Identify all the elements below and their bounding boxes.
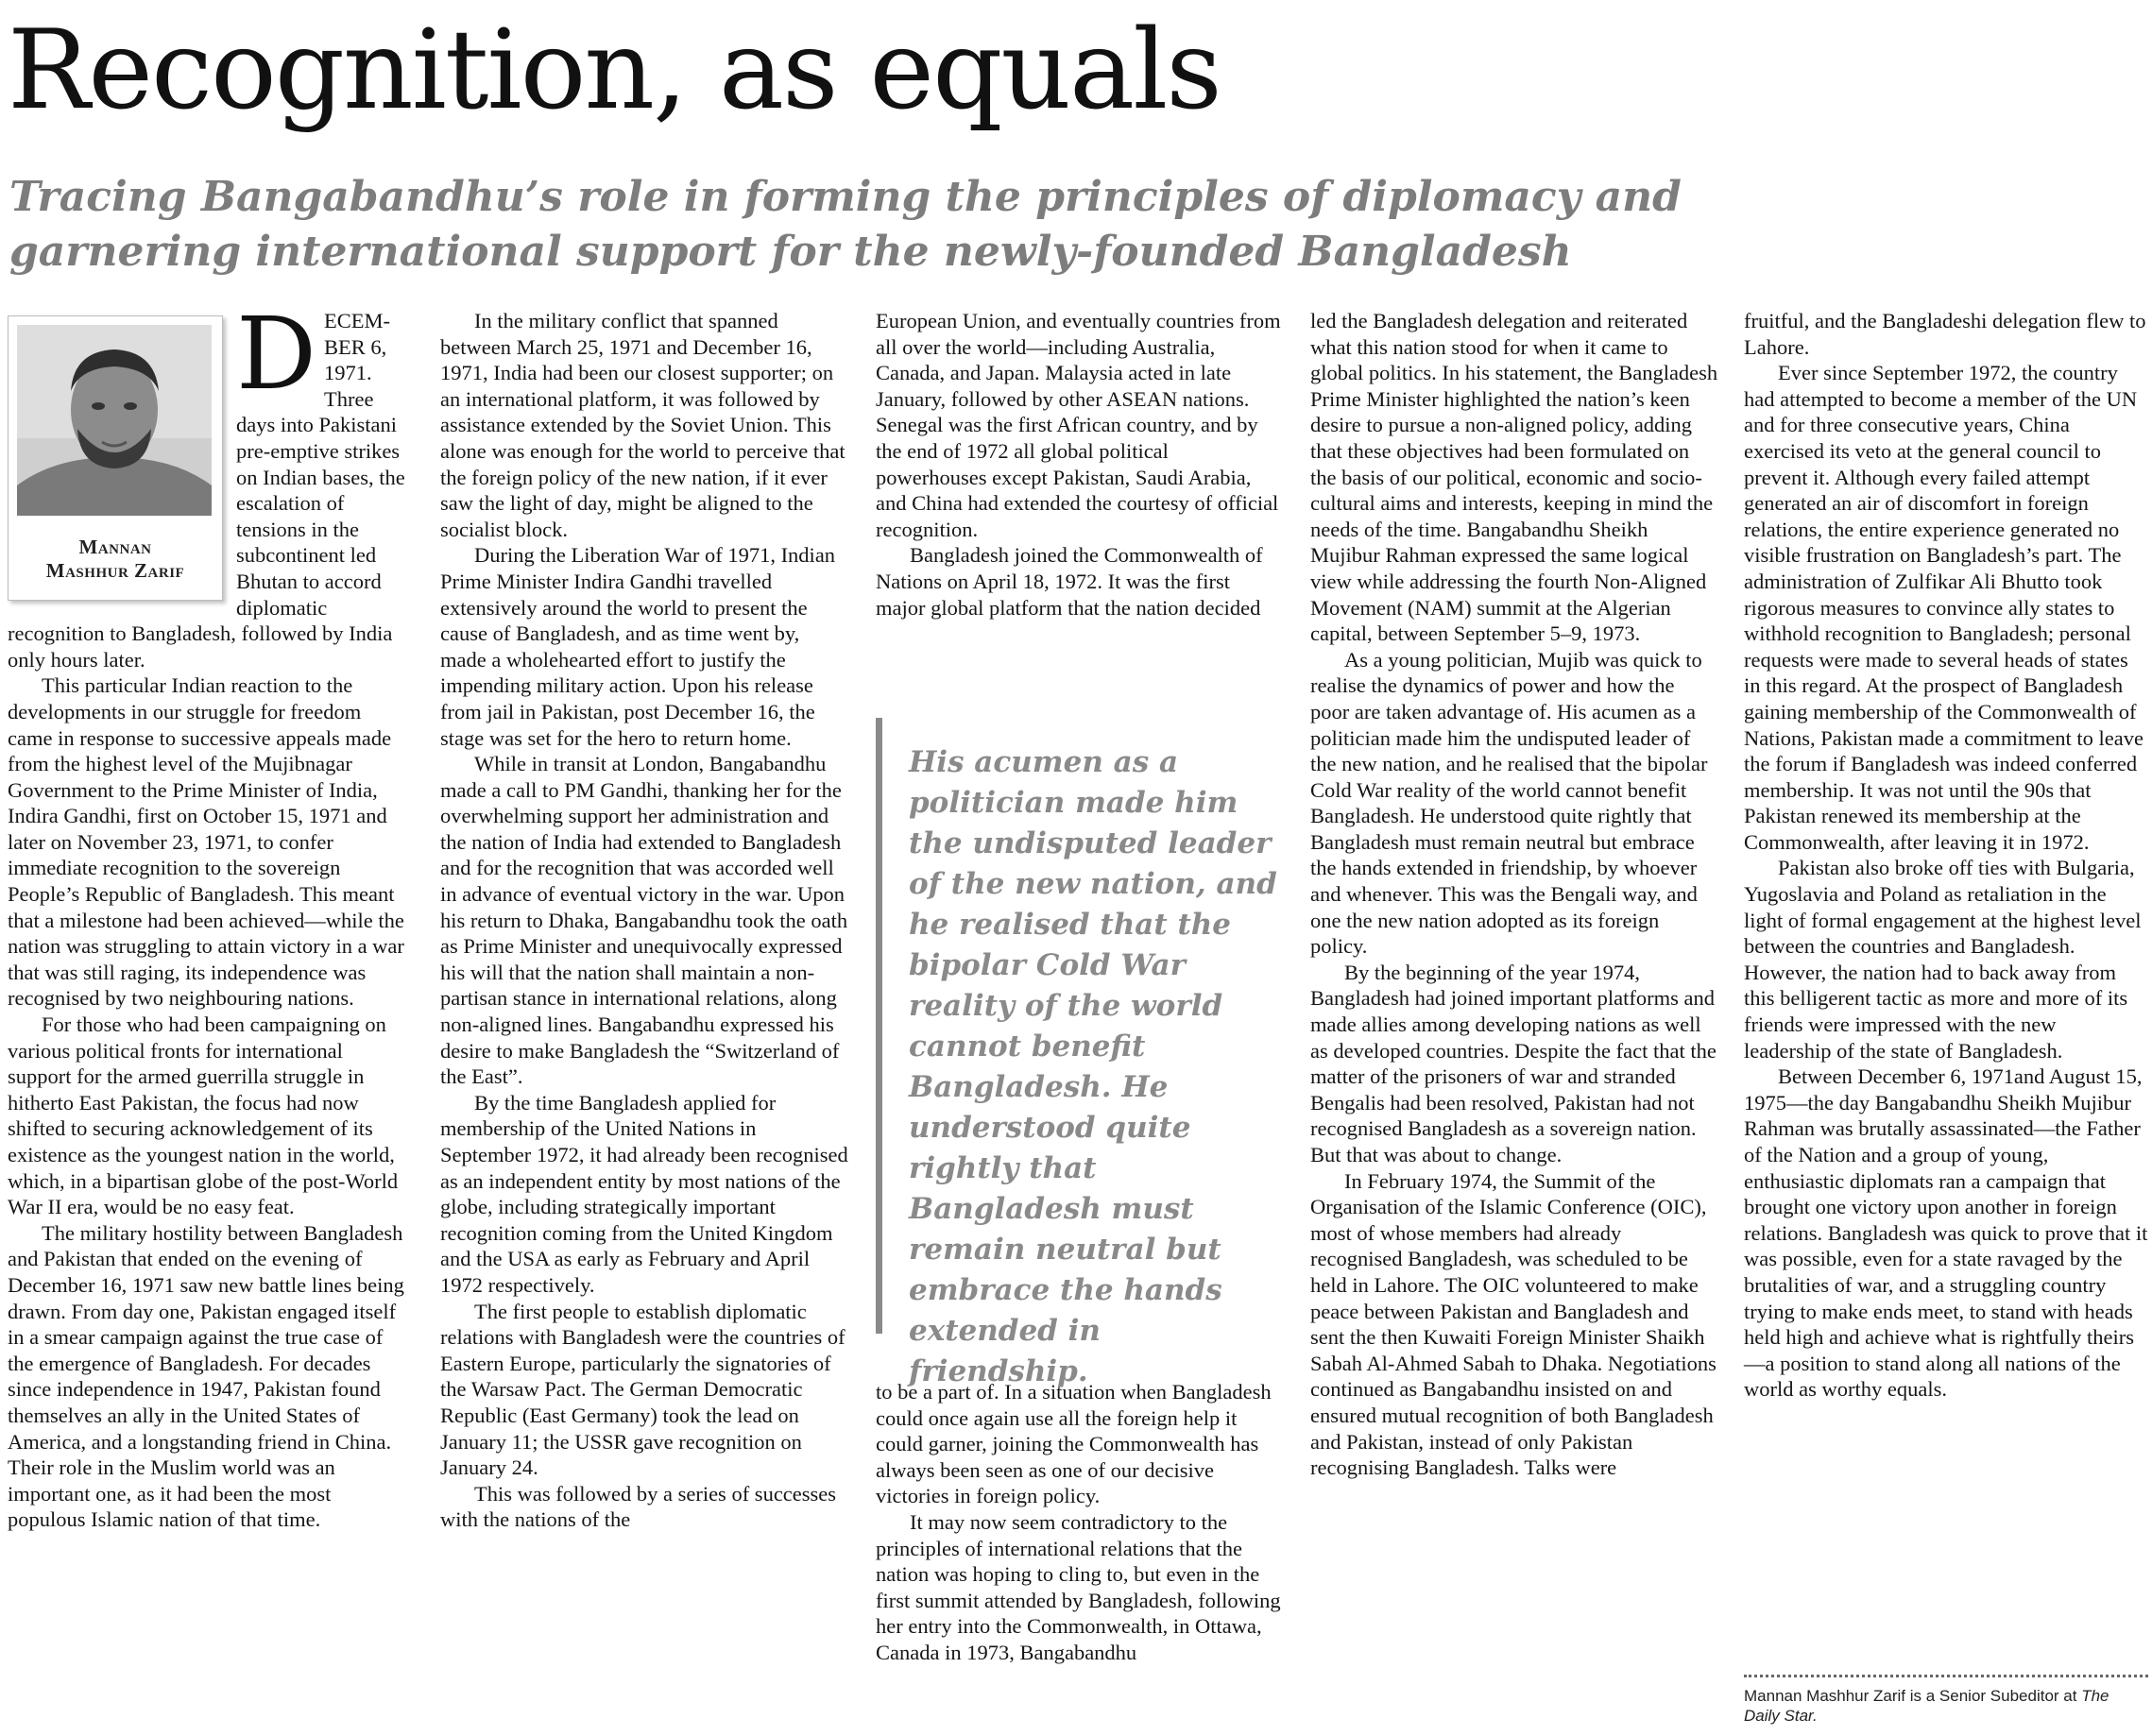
headline: Recognition, as equals [8, 7, 1221, 134]
paragraph: In the military conflict that spanned between March 25, 1971 and December 16, 1971, India had been our closest supporter; on an international platform, it was followed by assistance extended by the Soviet Union. This alone was enough for the world to perceive that the foreign policy of the new nation, if it ever saw the light of day, might be aligned to the socialist block. [440, 309, 845, 541]
paragraph: For those who had been campaigning on various political fronts for international support for the armed guerrilla struggle in hitherto East Pakistan, the focus had now shifted to securing acknowledgement of its existence as the youngest nation in the world, which, in a bipartisan globe of the post-World War II era, would be no easy feat. [8, 1013, 399, 1219]
paragraph: It may now seem contradictory to the principles of international relations that the nation was hoping to cling to, but even in the first summit attended by Bangladesh, following her entry into the Commonwealth, in Ottawa, Canada in 1973, Bangabandhu [876, 1509, 1281, 1664]
paragraph: Bangladesh joined the Commonwealth of Nations on April 18, 1972. It was the first major global platform that the nation decided [876, 543, 1263, 620]
paragraph: The military hostility between Bangladesh and Pakistan that ended on the evening of December 16, 1971 saw new battle lines being drawn. From day one, Pakistan engaged itself in a smear campaign against the true case of the emergence of Bangladesh. For decades since independence in 1947, Pakistan found themselves an ally in the United States of America, and a longstanding friend in China. Their role in the Muslim world was an important one, as it had been the most populous Islamic nation of that time. [8, 1220, 404, 1532]
column-2 [440, 308, 848, 1533]
column-3-top [876, 308, 1284, 621]
paragraph: In February 1974, the Summit of the Organisation of the Islamic Conference (OIC), most of whose members had already recognised Bangladesh, was scheduled to be held in Lahore. The OIC volunteered to make peace between Pakistan and Bangladesh and sent the then Kuwaiti Foreign Minister Shaikh Sabah Al-Ahmed Sabah to Dhaka. Negotiations continued as Bangabandhu insisted on and ensured mutual recognition of both Bangladesh and Pakistan, instead of only Pakistan recognising Bangladesh. Talks were [1310, 1168, 1716, 1480]
column-3-bottom [876, 1379, 1284, 1666]
paragraph: As a young politician, Mujib was quick to realise the dynamics of power and how the poor are taken advantage of. His acumen as a politician made him the undisputed leader of the new nation, and he realised that the bipolar Cold War reality of the world cannot benefit Bangladesh. He understood quite rightly that Bangladesh must remain neutral but embrace the hands extended in friendship, by whoever and whenever. This was the Bengali way, and one the new nation adopted as its foreign policy. [1310, 647, 1708, 959]
paragraph: The first people to establish diplomatic relations with Bangladesh were the countries of Eastern Europe, particularly the signatories of the Warsaw Pact. The German Democratic Republic (East Germany) took the lead on January 11; the USSR gave recognition on January 24. [440, 1299, 845, 1480]
column-4 [1310, 308, 1718, 1481]
paragraph: Ever since September 1972, the country had attempted to become a member of the UN and for three consecutive years, China exercised its veto at the general council to prevent it. Although every failed attempt generated an air of discomfort in foreign relations, the entire experience generated no visible frustration on Bangladesh’s part. The administration of Zulfikar Ali Bhutto took rigorous measures to convince ally states to withhold recognition to Bangladesh; personal requests were made to several heads of states in this regard. At the prospect of Bangladesh gaining membership of the Commonwealth of Nations, Pakistan made a commitment to leave the forum if Bangladesh was indeed conferred membership. It was not until the 90s that Pakistan renewed its membership at the Commonwealth, after leaving it in 1972. [1744, 361, 2144, 854]
author-name-line1: Mannan [78, 536, 152, 558]
author-name [9, 536, 222, 583]
paragraph: European Union, and eventually countries from all over the world—including Australia, Canada, and Japan. Malaysia acted in late January, followed by other ASEAN nations. Senegal was the first African country, and by the end of 1972 all global political powerhouses except Pakistan, Saudi Arabia, and China had extended the courtesy of official recognition. [876, 309, 1281, 541]
author-name-line2: Mashhur Zarif [45, 559, 185, 582]
paragraph: Pakistan also broke off ties with Bulgaria, Yugoslavia and Poland as retaliation in the light of formal engagement at the highest level between the countries and Bangladesh. However, the nation had to back away from this belligerent tactic as more and more of its friends were impressed with the new leadership of the state of Bangladesh. [1744, 856, 2142, 1063]
paragraph: led the Bangladesh delegation and reiterated what this nation stood for when it came to global politics. In his statement, the Bangladesh Prime Minister highlighted the nation’s keen desire to pursue a non-aligned policy, adding that these objectives had been formulated on the basis of our political, economic and socio-cultural aims and interests, keeping in mind the needs of the time. Bangabandhu Sheikh Mujibur Rahman expressed the same logical view while addressing the fourth Non-Aligned Movement (NAM) summit at the Algerian capital, between September 5–9, 1973. [1310, 309, 1718, 646]
column-1 [8, 296, 408, 1533]
paragraph: By the time Bangladesh applied for membership of the United Nations in September 1972, it had already been recognised as an independent entity by most nations of the globe, including strategically important recognition coming from the United Kingdom and the USA as early as February and April 1972 respectively. [440, 1090, 848, 1297]
paragraph: This was followed by a series of successes with the nations of the [440, 1481, 837, 1532]
pull-quote [876, 718, 1284, 1388]
footnote-divider [1744, 1675, 2148, 1677]
paragraph-text: ECEM-BER 6, 1971. Three days into Pakistani pre-emptive strikes on Indian bases, the escalation of tensions in the subcontinent led Bhutan to accord diplomatic recognition to Bangladesh, followed by India only hours later. [8, 309, 405, 672]
paragraph: Between December 6, 1971and August 15, 1975—the day Bangabandhu Sheikh Mujibur Rahman was brutally assassinated—the Father of the Nation and a group of young, enthusiastic diplomats ran a campaign that brought one victory upon another in foreign relations. Bangladesh was quick to prove that it was possible, even for a state ravaged by the brutalities of war, and a struggling country trying to make ends meet, to stand with heads held high and achieve what is rightfully theirs—a position to stand along all nations of the world as worthy equals. [1744, 1064, 2148, 1402]
paragraph: This particular Indian reaction to the developments in our struggle for freedom came in response to successive appeals made from the highest level of the Mujibnagar Government to the Prime Minister of India, Indira Gandhi, first on October 15, 1971 and later on November 23, 1971, to confer immediate recognition to the sovereign People’s Republic of Bangladesh. This meant that a milestone had been achieved—while the nation was struggling to attain victory in a war that was still raging, its independence was recognised by two neighbouring nations. [8, 673, 404, 1011]
author-footnote [1744, 1686, 2148, 1726]
paragraph: fruitful, and the Bangladeshi delegation flew to Lahore. [1744, 309, 2146, 359]
paragraph: While in transit at London, Bangabandhu made a call to PM Gandhi, thanking her for the overwhelming support her administration and the nation of India had extended to Bangladesh and for the recognition that was accorded well in advance of eventual victory in the war. Upon his return to Dhaka, Bangabandhu took the oath as Prime Minister and unequivocally expressed his will that the nation shall maintain a non-partisan stance in international relations, along non-aligned lines. Bangabandhu expressed his desire to make Bangladesh the “Switzerland of the East”. [440, 752, 848, 1089]
footnote-text: Mannan Mashhur Zarif is a Senior Subeditor at [1744, 1687, 2077, 1705]
deck-subtitle: Tracing Bangabandhu’s role in forming the principles of diplomacy and garnering international support for the newly-founded Bangladesh [9, 173, 1682, 276]
column-5 [1744, 308, 2148, 1403]
pull-quote-bar [876, 718, 882, 1334]
footnote-publication: The Daily Star. [1744, 1687, 2109, 1725]
paragraph: During the Liberation War of 1971, Indian Prime Minister Indira Gandhi travelled extensively around the world to present the cause of Bangladesh, and as time went by, made a wholehearted effort to justify the impending military action. Upon his release from jail in Pakistan, post December 16, the stage was set for the hero to return home. [440, 543, 836, 750]
paragraph: to be a part of. In a situation when Bangladesh could once again use all the foreign help it could garner, joining the Commonwealth has always been seen as one of our decisive victories in foreign policy. [876, 1380, 1272, 1508]
author-portrait-image [17, 325, 212, 516]
paragraph: By the beginning of the year 1974, Bangladesh had joined important platforms and made allies among developing nations as well as developed countries. Despite the fact that the matter of the prisoners of war and stranded Bengalis had been resolved, Pakistan had not recognised Bangladesh as a sovereign nation. But that was about to change. [1310, 960, 1716, 1166]
drop-cap: D [236, 296, 316, 412]
author-photo [17, 325, 212, 516]
pull-quote-text: His acumen as a politician made him the undisputed leader of the new nation, and he realised that the bipolar Cold War reality of the world cannot benefit Bangladesh. He understood quite rightly that Bangladesh must remain neutral but embrace the hands extended in friendship. [909, 745, 1277, 1388]
author-photo-box [8, 315, 223, 601]
